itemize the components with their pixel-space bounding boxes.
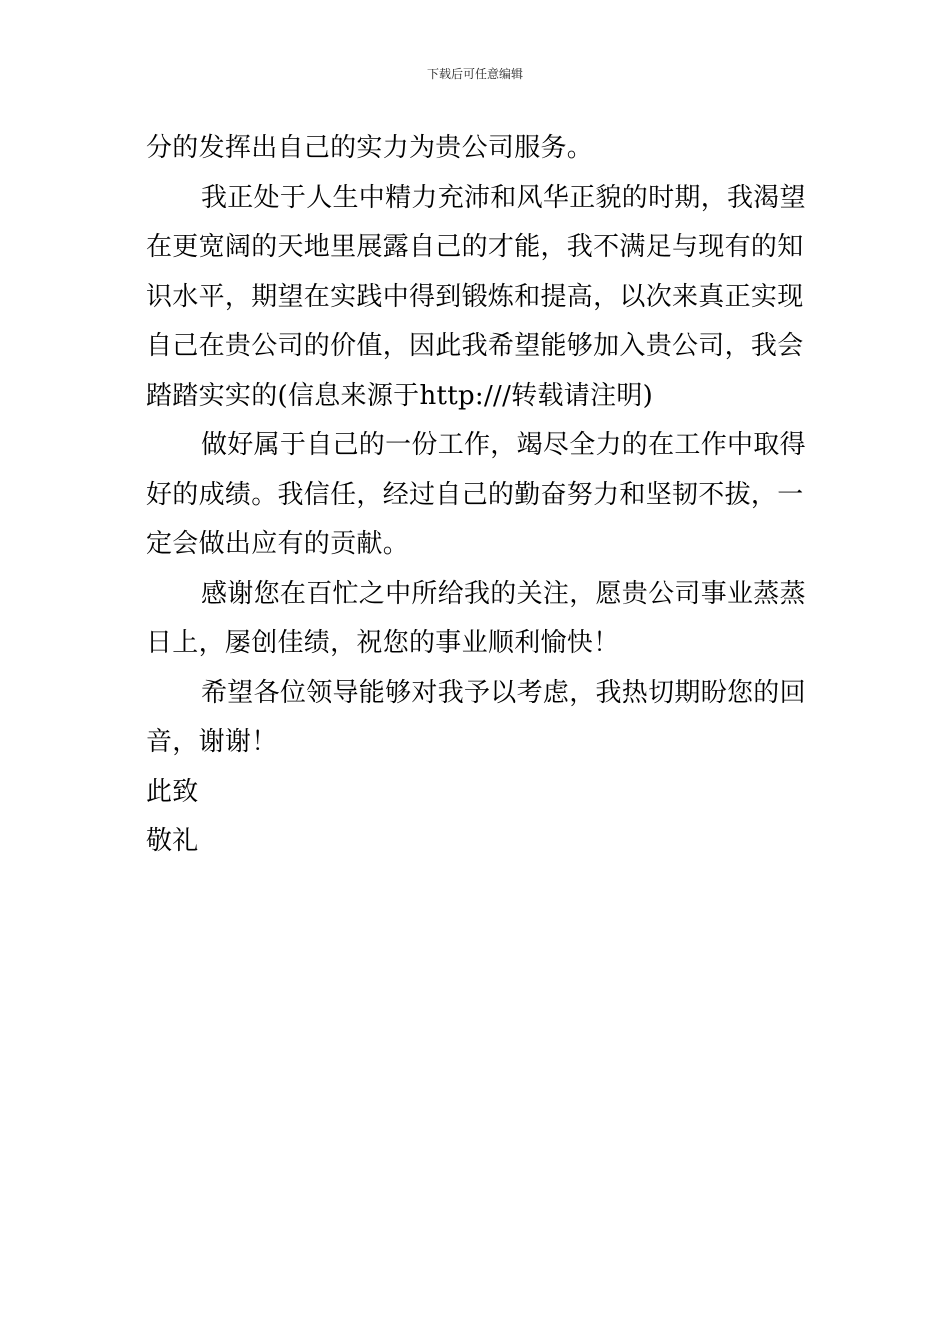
letter-line: 定会做出应有的贡献。 xyxy=(146,529,410,559)
letter-line: 日上，屡创佳绩，祝您的事业顺利愉快！ xyxy=(146,628,620,658)
letter-line: 好的成绩。我信任，经过自己的勤奋努力和坚韧不拔，一 xyxy=(146,479,804,510)
letter-line: 感谢您在百忙之中所给我的关注，愿贵公司事业蒸蒸 xyxy=(201,578,806,609)
letter-line: 希望各位领导能够对我予以考虑，我热切期盼您的回 xyxy=(201,677,806,708)
closing-line: 此致 xyxy=(146,776,199,807)
letter-body xyxy=(146,124,808,867)
letter-line: 做好属于自己的一份工作，竭尽全力的在工作中取得 xyxy=(201,430,806,460)
letter-line: 音，谢谢！ xyxy=(146,727,278,757)
letter-line: 分的发挥出自己的实力为贵公司服务。 xyxy=(146,133,594,163)
letter-line: 识水平，期望在实践中得到锻炼和提高，以次来真正实现 xyxy=(146,281,804,312)
letter-line: 我正处于人生中精力充沛和风华正貌的时期，我渴望 xyxy=(201,182,806,213)
page-header: 下载后可任意编辑 xyxy=(426,67,523,81)
letter-line: 踏踏实实的(信息来源于http:///转载请注明) xyxy=(146,380,654,411)
letter-line: 自己在贵公司的价值，因此我希望能够加入贵公司，我会 xyxy=(146,331,804,361)
letter-line: 在更宽阔的天地里展露自己的才能，我不满足与现有的知 xyxy=(146,232,804,262)
salutation-line: 敬礼 xyxy=(146,826,199,856)
